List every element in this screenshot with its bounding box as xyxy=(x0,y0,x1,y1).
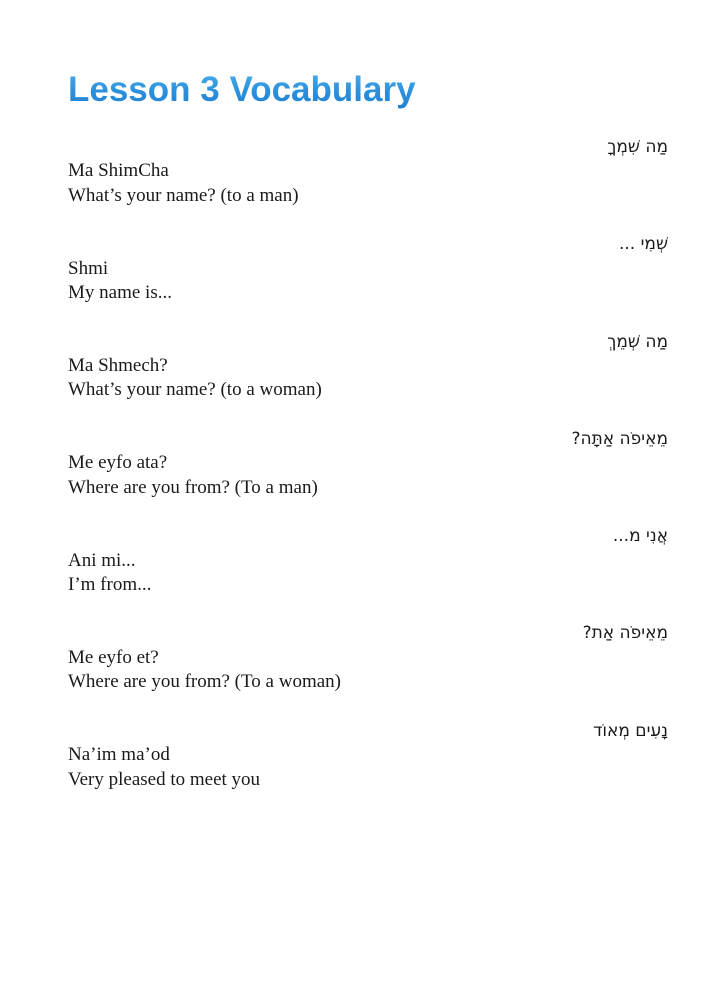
vocabulary-entry xyxy=(68,621,668,718)
vocabulary-entry xyxy=(68,524,668,621)
translation: Where are you from? (To a woman) xyxy=(68,671,341,693)
hebrew-phrase: מֵאֵיפֹה אַתָּה? xyxy=(571,428,668,449)
vocabulary-entry xyxy=(68,135,668,232)
vocabulary-list xyxy=(68,135,668,816)
vocabulary-entry xyxy=(68,719,668,816)
hebrew-phrase: נָעִים מְאוֹד xyxy=(593,720,668,741)
translation: Where are you from? (To a man) xyxy=(68,476,318,498)
hebrew-phrase: מַה שְׁמֵךְ xyxy=(607,331,668,352)
transliteration: Shmi xyxy=(68,257,109,279)
hebrew-phrase: שְׁמִי ... xyxy=(618,234,668,255)
transliteration: Me eyfo ata? xyxy=(68,452,168,474)
translation: Very pleased to meet you xyxy=(68,768,261,790)
translation: I’m from... xyxy=(68,574,152,595)
transliteration: Ma ShimCha xyxy=(68,160,169,182)
vocabulary-entry xyxy=(68,330,668,427)
translation: What’s your name? (to a man) xyxy=(68,184,299,206)
vocabulary-entry xyxy=(68,427,668,524)
hebrew-phrase: מֵאֵיפֹה אַת? xyxy=(582,623,668,644)
translation: My name is... xyxy=(68,282,172,304)
vocabulary-entry xyxy=(68,232,668,329)
hebrew-phrase: מַה שִׁמְךָ xyxy=(607,137,668,157)
transliteration: Ma Shmech? xyxy=(68,355,168,376)
transliteration: Me eyfo et? xyxy=(68,646,159,668)
hebrew-phrase: אֲנִי מ... xyxy=(612,526,668,547)
translation: What’s your name? (to a woman) xyxy=(68,379,322,401)
transliteration: Na’im ma’od xyxy=(68,744,170,766)
transliteration: Ani mi... xyxy=(68,549,136,571)
page-title: Lesson 3 Vocabulary xyxy=(68,66,416,114)
